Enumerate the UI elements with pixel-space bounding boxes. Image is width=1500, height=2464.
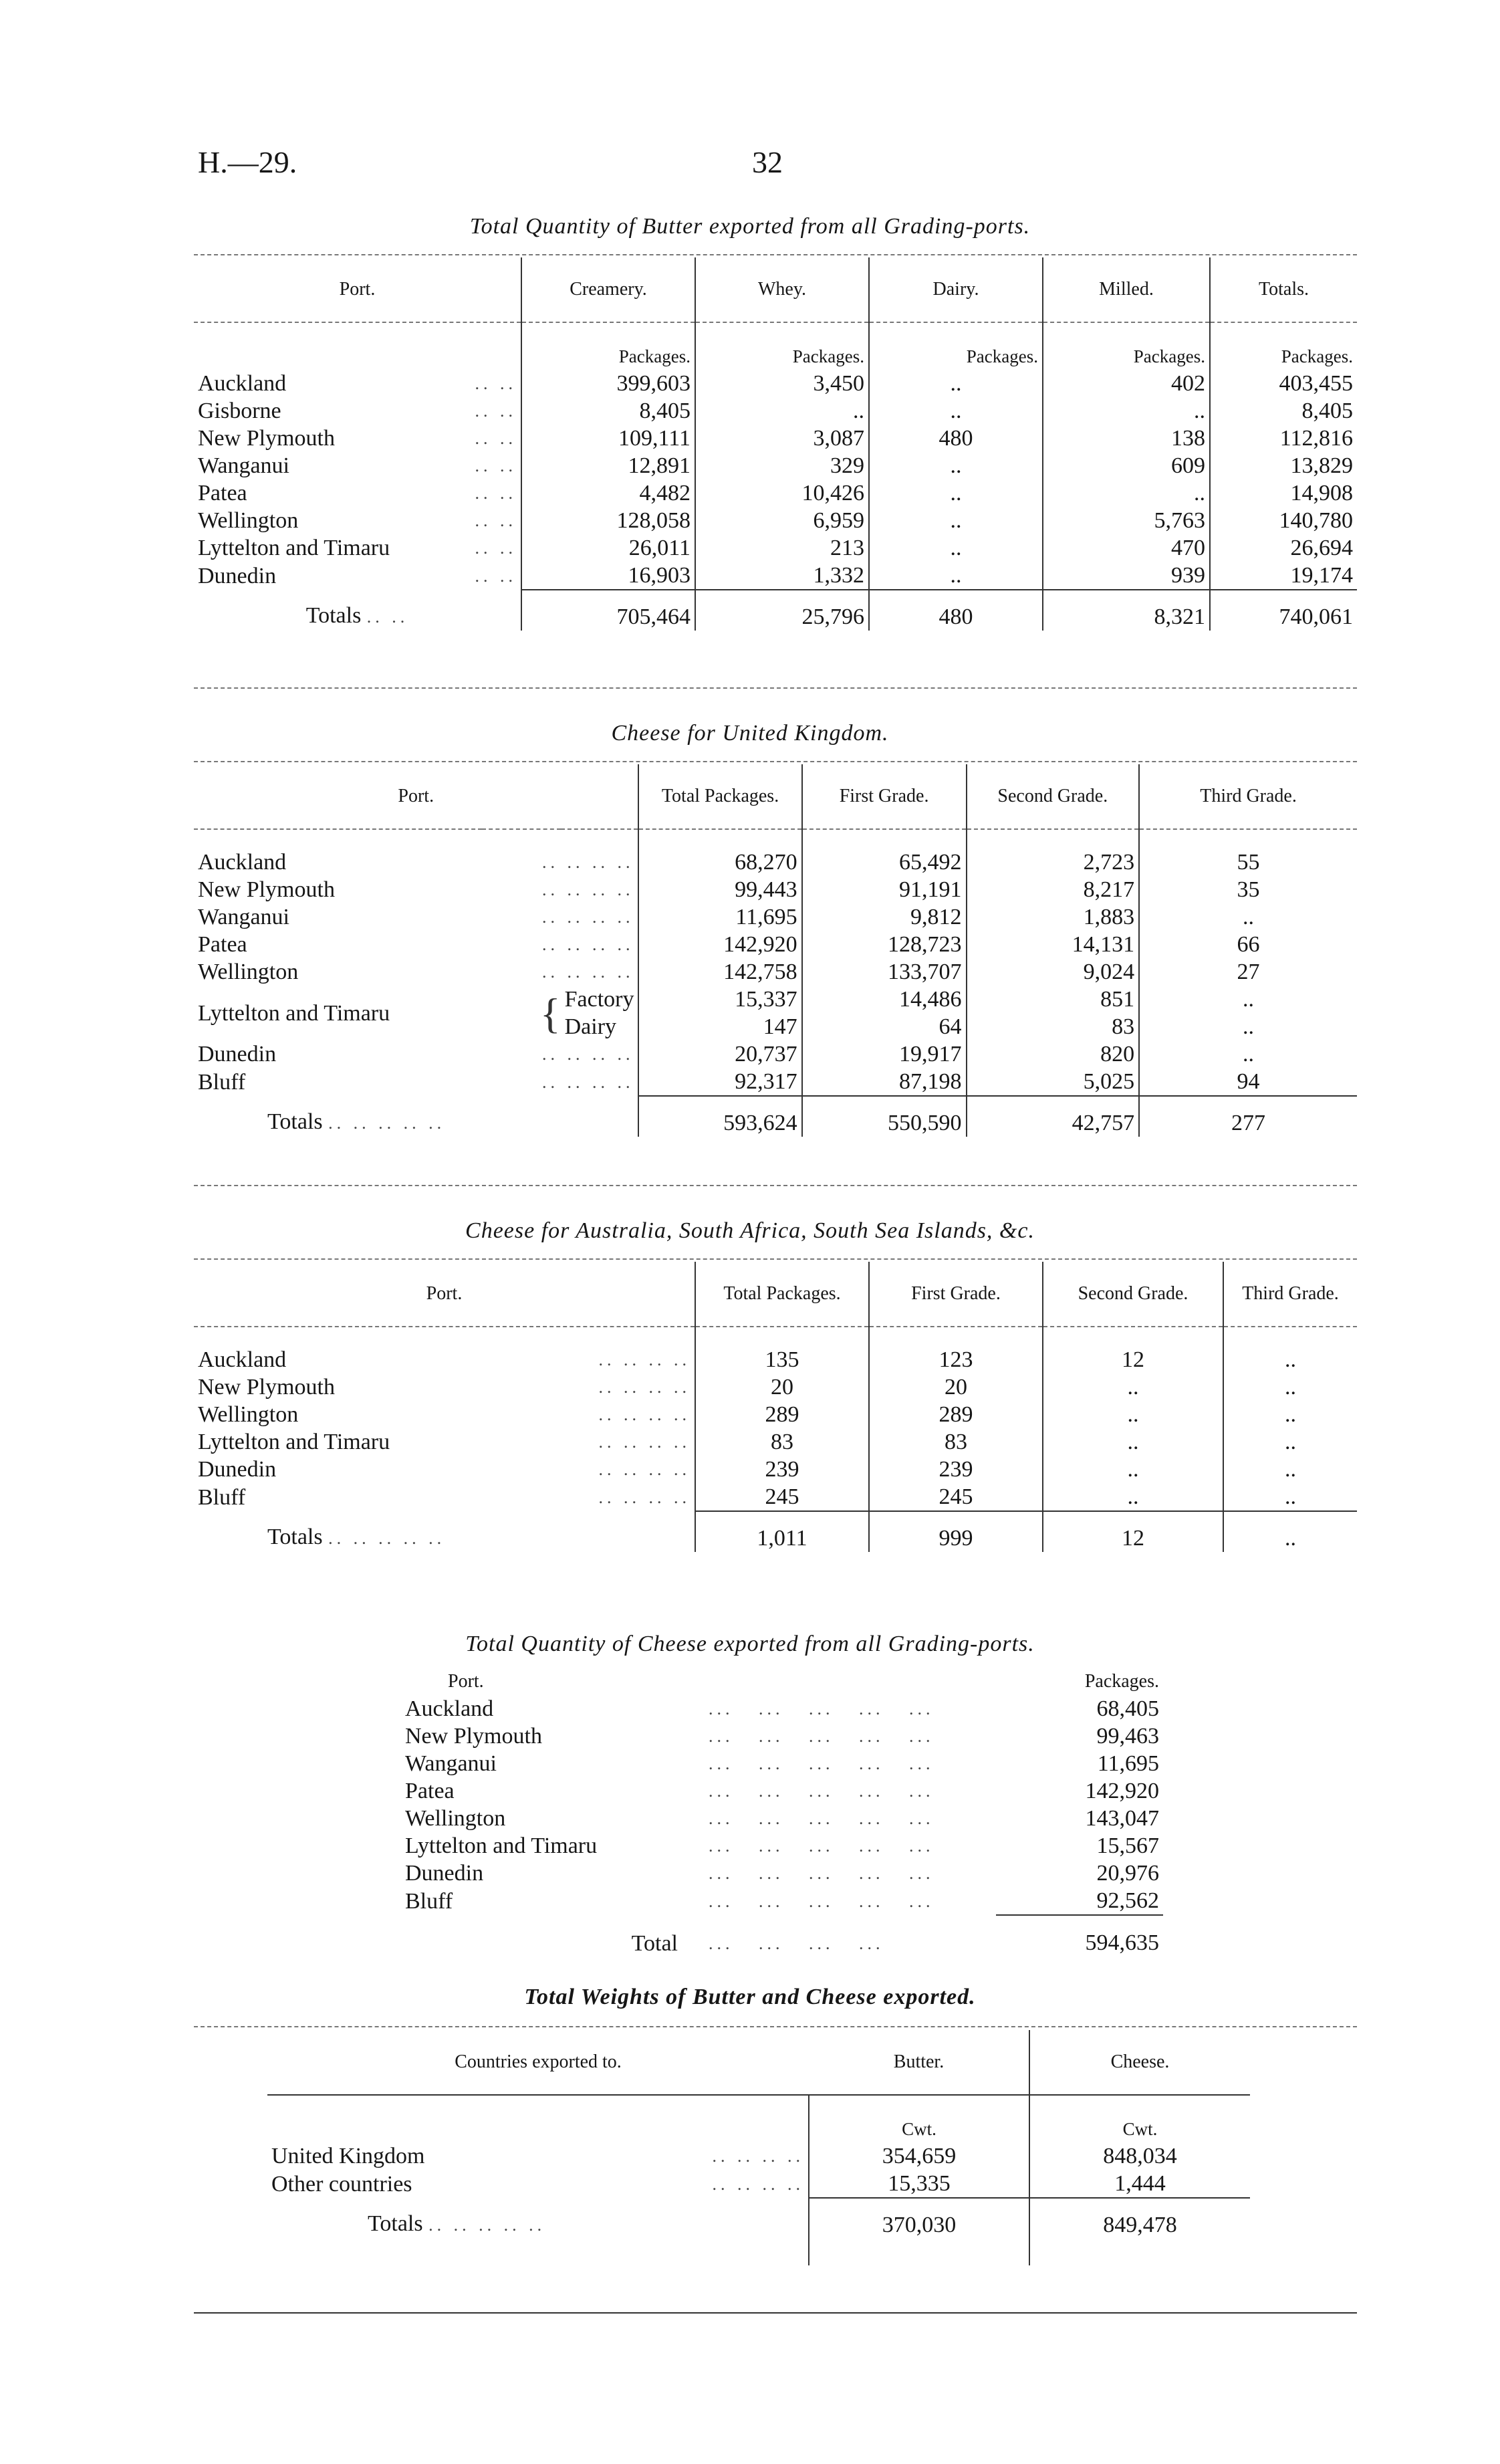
cell-value: .. bbox=[1223, 1456, 1357, 1483]
cell-value: 142,920 bbox=[638, 931, 801, 958]
cheese-total-row bbox=[401, 1722, 1163, 1750]
cell-value: 470 bbox=[1043, 534, 1210, 562]
port-name: Wellington .. .. bbox=[198, 508, 517, 533]
butter-totals-label: Totals .. .. bbox=[305, 603, 409, 628]
cell-value: 11,695 bbox=[638, 903, 801, 931]
cell-value: 9,812 bbox=[802, 903, 967, 931]
cell-value: 9,024 bbox=[967, 958, 1140, 986]
cell-value: 91,191 bbox=[802, 876, 967, 903]
weights-header-row bbox=[267, 2030, 1250, 2095]
weights-title: Total Weights of Butter and Cheese exported. bbox=[524, 1985, 976, 2009]
leader-dots: ... ... ... ... ... bbox=[709, 1754, 934, 1773]
cell-value: .. bbox=[1043, 397, 1210, 425]
cell-value: 609 bbox=[1043, 452, 1210, 479]
cell-value: .. bbox=[1223, 1373, 1357, 1401]
cheese-other-row bbox=[194, 1456, 1357, 1483]
weights-row bbox=[267, 2142, 1250, 2170]
cell-value: 848,034 bbox=[1029, 2142, 1250, 2170]
col-total-packages: Total Packages. bbox=[695, 1262, 869, 1327]
cell-value: 27 bbox=[1139, 958, 1357, 986]
cheese-uk-row bbox=[194, 876, 1357, 903]
cell-value: 133,707 bbox=[802, 958, 967, 986]
port-name: Bluff .. .. .. .. bbox=[198, 1069, 634, 1095]
page-reference: H.—29. bbox=[198, 145, 297, 179]
port-name: Dunedin .. .. bbox=[198, 563, 517, 588]
leader-dots: ... ... ... ... ... bbox=[709, 1891, 934, 1911]
cell-value: 14,908 bbox=[1210, 479, 1357, 507]
cheese-other-header-row bbox=[194, 1262, 1357, 1327]
cheese-uk-row-lyttelton-factory bbox=[194, 986, 1357, 1013]
cell-value: 68,270 bbox=[638, 849, 801, 876]
sub-label: Factory bbox=[564, 987, 634, 1012]
col-first-grade: First Grade. bbox=[869, 1262, 1043, 1327]
cell-value: 83 bbox=[967, 1013, 1140, 1040]
cell-value: 20 bbox=[869, 1373, 1043, 1401]
cell-value: .. bbox=[869, 507, 1043, 534]
port-name: Wanganui .. .. bbox=[198, 453, 517, 478]
cell-value: .. bbox=[1043, 479, 1210, 507]
cheese-uk-row bbox=[194, 849, 1357, 876]
cheese-other-totals-label: Totals .. .. .. .. .. bbox=[267, 1525, 446, 1549]
cheese-total-row bbox=[401, 1887, 1163, 1915]
cell-value: 354,659 bbox=[809, 2142, 1029, 2170]
cheese-total-header-row bbox=[401, 1668, 1163, 1695]
cell-value: 19,917 bbox=[802, 1040, 967, 1068]
weights-bottom-rule bbox=[194, 2312, 1357, 2314]
cell-value: 112,816 bbox=[1210, 425, 1357, 452]
col-dairy: Dairy. bbox=[869, 257, 1043, 322]
cheese-other-title: Cheese for Australia, South Africa, South Sea Islands, &c. bbox=[465, 1218, 1035, 1243]
cell-value: 402 bbox=[1043, 370, 1210, 397]
butter-row bbox=[194, 562, 1357, 590]
cell-value: .. bbox=[1043, 1428, 1223, 1456]
cell-value: 1,444 bbox=[1029, 2170, 1250, 2198]
cell-value: 10,426 bbox=[695, 479, 869, 507]
cell-value: 15,335 bbox=[809, 2170, 1029, 2198]
cell-value: 480 bbox=[869, 425, 1043, 452]
country-name: Other countries .. .. .. .. bbox=[271, 2171, 804, 2197]
cell-value: .. bbox=[1223, 1428, 1357, 1456]
col-port: Port. bbox=[339, 279, 376, 300]
cell-value: 245 bbox=[695, 1483, 869, 1511]
cell-value: 66 bbox=[1139, 931, 1357, 958]
page-number: 32 bbox=[752, 145, 783, 179]
cheese-other-top-rule bbox=[194, 1258, 1357, 1260]
cell-value: 138 bbox=[1043, 425, 1210, 452]
butter-row bbox=[194, 507, 1357, 534]
cell-value: 4,482 bbox=[521, 479, 695, 507]
cell-value: 1,883 bbox=[967, 903, 1140, 931]
cell-value: 143,047 bbox=[1085, 1806, 1159, 1831]
cell-value: 8,217 bbox=[967, 876, 1140, 903]
cheese-uk-top-rule bbox=[194, 761, 1357, 762]
col-third-grade: Third Grade. bbox=[1139, 764, 1357, 829]
cell-value: 65,492 bbox=[802, 849, 967, 876]
cell-value: 6,959 bbox=[695, 507, 869, 534]
cell-value: 289 bbox=[695, 1401, 869, 1428]
port-name: Lyttelton and Timaru .. .. bbox=[198, 536, 517, 560]
port-name: New Plymouth .. .. .. .. bbox=[198, 1375, 691, 1399]
port-name: New Plymouth .. .. bbox=[198, 426, 517, 451]
cell-value: 83 bbox=[695, 1428, 869, 1456]
cell-value: 147 bbox=[638, 1013, 801, 1040]
port-name: Lyttelton and Timaru .. .. .. .. bbox=[198, 1430, 691, 1454]
cheese-uk-bottom-rule bbox=[194, 1185, 1357, 1186]
cell-value: 14,131 bbox=[967, 931, 1140, 958]
port-name: Auckland .. .. .. .. bbox=[198, 850, 634, 875]
cheese-other-row bbox=[194, 1373, 1357, 1401]
leader-dots: ... ... ... ... ... bbox=[709, 1836, 934, 1856]
cell-value: 26,011 bbox=[521, 534, 695, 562]
col-total-packages: Total Packages. bbox=[638, 764, 801, 829]
cell-value: .. bbox=[1043, 1401, 1223, 1428]
port-name: Wellington .. .. .. .. bbox=[198, 1402, 691, 1427]
cell-value: .. bbox=[869, 452, 1043, 479]
col-second-grade: Second Grade. bbox=[1043, 1262, 1223, 1327]
cheese-uk-row bbox=[194, 1040, 1357, 1068]
cell-value: 245 bbox=[869, 1483, 1043, 1511]
cell-value: 14,486 bbox=[802, 986, 967, 1013]
col-milled: Milled. bbox=[1043, 257, 1210, 322]
port-name: Bluff bbox=[405, 1888, 453, 1914]
port-name: Bluff .. .. .. .. bbox=[198, 1484, 691, 1510]
cell-value: 109,111 bbox=[521, 425, 695, 452]
cell-value: .. bbox=[695, 397, 869, 425]
cell-value: 5,763 bbox=[1043, 507, 1210, 534]
col-first-grade: First Grade. bbox=[802, 764, 967, 829]
cell-value: 20 bbox=[695, 1373, 869, 1401]
cell-value: 142,758 bbox=[638, 958, 801, 986]
port-name: Wanganui bbox=[405, 1751, 497, 1776]
cheese-total-value: 594,635 bbox=[996, 1915, 1163, 1957]
weights-totals-label: Totals .. .. .. .. .. bbox=[368, 2211, 546, 2236]
port-name: Dunedin .. .. .. .. bbox=[198, 1457, 691, 1482]
cell-value: 8,405 bbox=[1210, 397, 1357, 425]
cell-value: 12 bbox=[1043, 1346, 1223, 1373]
butter-bottom-rule bbox=[194, 687, 1357, 689]
cell-value: 64 bbox=[802, 1013, 967, 1040]
butter-units-row: Packages. Packages. Packages. Packages. Packages. bbox=[194, 322, 1357, 370]
col-creamery: Creamery. bbox=[521, 257, 695, 322]
leader-dots: ... ... ... ... ... bbox=[709, 1781, 934, 1801]
cheese-uk-totals-label: Totals .. .. .. .. .. bbox=[267, 1109, 446, 1134]
leader-dots: ... ... ... ... ... bbox=[709, 1809, 934, 1828]
cell-value: 68,405 bbox=[1096, 1696, 1159, 1721]
cell-value: 92,562 bbox=[1096, 1888, 1159, 1913]
cheese-total-label: Total bbox=[631, 1931, 678, 1956]
butter-row bbox=[194, 425, 1357, 452]
cell-value: 289 bbox=[869, 1401, 1043, 1428]
port-name: Lyttelton and Timaru bbox=[405, 1833, 598, 1858]
cell-value: 11,695 bbox=[1097, 1751, 1159, 1776]
cell-value: 55 bbox=[1139, 849, 1357, 876]
cell-value: 213 bbox=[695, 534, 869, 562]
cell-value: 20,737 bbox=[638, 1040, 801, 1068]
weights-units-row: Cwt. Cwt. bbox=[267, 2095, 1250, 2142]
col-port: Port. bbox=[398, 786, 434, 806]
cell-value: 820 bbox=[967, 1040, 1140, 1068]
cheese-uk-totals-row: Totals .. .. .. .. .. 593,624 550,590 42,757 277 bbox=[194, 1096, 1357, 1137]
port-name: Gisborne .. .. bbox=[198, 399, 517, 423]
port-name: Lyttelton and Timaru bbox=[198, 1000, 390, 1026]
cell-value: 15,567 bbox=[1096, 1833, 1159, 1858]
cell-value: 5,025 bbox=[967, 1068, 1140, 1096]
cheese-total-row bbox=[401, 1860, 1163, 1887]
leader-dots: ... ... ... ... ... bbox=[709, 1864, 934, 1883]
port-name: Wellington bbox=[405, 1806, 506, 1831]
cheese-other-row bbox=[194, 1428, 1357, 1456]
cell-value: 83 bbox=[869, 1428, 1043, 1456]
cell-value: .. bbox=[1043, 1483, 1223, 1511]
cell-value: .. bbox=[1223, 1401, 1357, 1428]
col-butter: Butter. bbox=[893, 2051, 945, 2072]
cell-value: 19,174 bbox=[1210, 562, 1357, 590]
cell-value: 1,332 bbox=[695, 562, 869, 590]
weights-table bbox=[267, 2030, 1250, 2265]
port-name: Dunedin bbox=[405, 1861, 484, 1886]
port-name: Auckland .. .. .. .. bbox=[198, 1347, 691, 1372]
cheese-other-row bbox=[194, 1483, 1357, 1511]
cell-value: 142,920 bbox=[1085, 1779, 1159, 1803]
cell-value: .. bbox=[1043, 1373, 1223, 1401]
cheese-total-row bbox=[401, 1832, 1163, 1860]
cell-value: 92,317 bbox=[638, 1068, 801, 1096]
cell-value: 239 bbox=[695, 1456, 869, 1483]
cell-value: .. bbox=[1139, 986, 1357, 1013]
cell-value: 99,443 bbox=[638, 876, 801, 903]
butter-table bbox=[194, 257, 1357, 631]
cell-value: .. bbox=[1223, 1483, 1357, 1511]
cheese-other-row bbox=[194, 1401, 1357, 1428]
cheese-other-row bbox=[194, 1346, 1357, 1373]
port-name: Wanganui .. .. .. .. bbox=[198, 905, 634, 929]
cell-value: 399,603 bbox=[521, 370, 695, 397]
cell-value: .. bbox=[1139, 903, 1357, 931]
cheese-total-sum-row: Total ... ... ... ... 594,635 bbox=[401, 1915, 1163, 1957]
cheese-total-row bbox=[401, 1777, 1163, 1805]
cell-value: .. bbox=[869, 397, 1043, 425]
brace-glyph: { bbox=[539, 989, 561, 1037]
col-countries: Countries exported to. bbox=[455, 2051, 622, 2072]
cheese-uk-header-row bbox=[194, 764, 1357, 829]
butter-top-rule bbox=[194, 254, 1357, 255]
cell-value: .. bbox=[1223, 1346, 1357, 1373]
butter-row bbox=[194, 370, 1357, 397]
cell-value: 140,780 bbox=[1210, 507, 1357, 534]
cheese-uk-row bbox=[194, 903, 1357, 931]
col-second-grade: Second Grade. bbox=[967, 764, 1140, 829]
leader-dots: ... ... ... ... ... bbox=[709, 1726, 934, 1746]
cell-value: 26,694 bbox=[1210, 534, 1357, 562]
butter-table-title: Total Quantity of Butter exported from all Grading-ports. bbox=[469, 214, 1031, 239]
col-port: Port. bbox=[448, 1671, 484, 1692]
port-name: Dunedin .. .. .. .. bbox=[198, 1042, 634, 1067]
col-cheese: Cheese. bbox=[1029, 2030, 1250, 2095]
cheese-uk-title: Cheese for United Kingdom. bbox=[611, 721, 889, 746]
cheese-total-table bbox=[401, 1668, 1163, 1957]
col-port: Port. bbox=[426, 1283, 463, 1304]
sub-label: Dairy bbox=[564, 1014, 617, 1039]
cell-value: 99,463 bbox=[1096, 1724, 1159, 1749]
cell-value: 13,829 bbox=[1210, 452, 1357, 479]
cheese-uk-row bbox=[194, 1068, 1357, 1096]
cell-value: 94 bbox=[1139, 1068, 1357, 1096]
cell-value: 123 bbox=[869, 1346, 1043, 1373]
cell-value: 12,891 bbox=[521, 452, 695, 479]
cheese-uk-table bbox=[194, 764, 1357, 1137]
cell-value: 329 bbox=[695, 452, 869, 479]
cell-value: .. bbox=[869, 534, 1043, 562]
cell-value: .. bbox=[1139, 1040, 1357, 1068]
col-third-grade: Third Grade. bbox=[1223, 1262, 1357, 1327]
cell-value: .. bbox=[869, 370, 1043, 397]
port-name: New Plymouth bbox=[405, 1724, 542, 1749]
col-whey: Whey. bbox=[695, 257, 869, 322]
cell-value: 2,723 bbox=[967, 849, 1140, 876]
butter-row bbox=[194, 534, 1357, 562]
port-name: Patea bbox=[405, 1779, 455, 1803]
cheese-total-title: Total Quantity of Cheese exported from all Grading-ports. bbox=[465, 1632, 1035, 1656]
cheese-uk-row bbox=[194, 958, 1357, 986]
cheese-total-row bbox=[401, 1695, 1163, 1722]
cell-value: 851 bbox=[967, 986, 1140, 1013]
cheese-total-row bbox=[401, 1750, 1163, 1777]
cell-value: .. bbox=[1139, 1013, 1357, 1040]
cell-value: .. bbox=[869, 562, 1043, 590]
port-name: Patea .. .. .. .. bbox=[198, 932, 634, 957]
cell-value: 3,450 bbox=[695, 370, 869, 397]
cheese-total-row bbox=[401, 1805, 1163, 1832]
port-name: Wellington .. .. .. .. bbox=[198, 960, 634, 984]
cell-value: 135 bbox=[695, 1346, 869, 1373]
cell-value: .. bbox=[1043, 1456, 1223, 1483]
col-totals: Totals. bbox=[1210, 257, 1357, 322]
country-name: United Kingdom .. .. .. .. bbox=[271, 2144, 804, 2168]
butter-row bbox=[194, 452, 1357, 479]
butter-header-row bbox=[194, 257, 1357, 322]
cell-value: 939 bbox=[1043, 562, 1210, 590]
port-name: Auckland bbox=[405, 1696, 494, 1721]
cell-value: 239 bbox=[869, 1456, 1043, 1483]
cell-value: 128,723 bbox=[802, 931, 967, 958]
cell-value: 35 bbox=[1139, 876, 1357, 903]
cell-value: 16,903 bbox=[521, 562, 695, 590]
butter-row bbox=[194, 479, 1357, 507]
weights-totals-row: Totals .. .. .. .. .. 370,030 849,478 bbox=[267, 2198, 1250, 2239]
port-name: New Plymouth .. .. .. .. bbox=[198, 877, 634, 902]
cell-value: 128,058 bbox=[521, 507, 695, 534]
leader-dots: ... ... ... ... ... bbox=[709, 1699, 934, 1718]
butter-totals-row: Totals .. .. 705,464 25,796 480 8,321 740,061 bbox=[194, 590, 1357, 631]
port-name: Auckland .. .. bbox=[198, 371, 517, 396]
cell-value: 403,455 bbox=[1210, 370, 1357, 397]
cell-value: 87,198 bbox=[802, 1068, 967, 1096]
port-name: Patea .. .. bbox=[198, 481, 517, 506]
cell-value: 3,087 bbox=[695, 425, 869, 452]
weights-top-rule bbox=[194, 2026, 1357, 2027]
cheese-other-table bbox=[194, 1262, 1357, 1552]
cell-value: 20,976 bbox=[1096, 1861, 1159, 1886]
cheese-other-totals-row: Totals .. .. .. .. .. 1,011 999 12 .. bbox=[194, 1511, 1357, 1552]
weights-row bbox=[267, 2170, 1250, 2198]
cell-value: 8,405 bbox=[521, 397, 695, 425]
cell-value: 15,337 bbox=[638, 986, 801, 1013]
cell-value: .. bbox=[869, 479, 1043, 507]
cheese-uk-row bbox=[194, 931, 1357, 958]
col-packages: Packages. bbox=[1084, 1671, 1159, 1692]
butter-row bbox=[194, 397, 1357, 425]
